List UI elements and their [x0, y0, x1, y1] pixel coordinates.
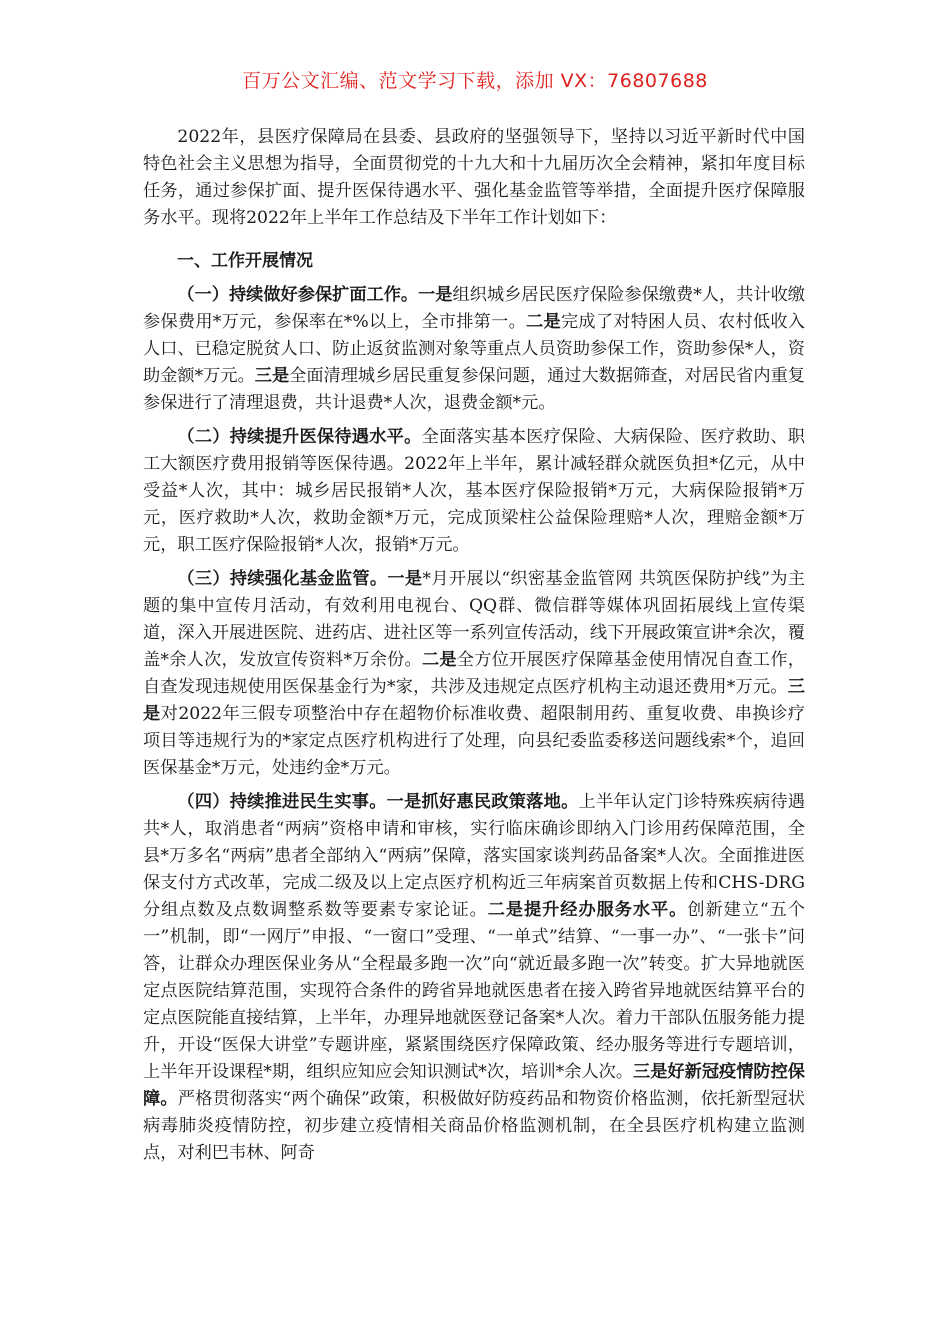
keyword: 二是	[526, 312, 561, 332]
document-body	[143, 124, 805, 1167]
intro-paragraph: 2022年，县医疗保障局在县委、县政府的坚强领导下，坚持以习近平新时代中国特色社会主义思想为指导，全面贯彻党的十九大和十九届历次全会精神，紧扣年度目标任务，通过参保扩面、提升医保待遇水平、强化基金监管等举措，全面提升医疗保障服务水平。现将2022年上半年工作总结及下半年工作计划如下：	[143, 127, 805, 228]
text: 对2022年三假专项整治中存在超物价标准收费、超限制用药、重复收费、串换诊疗项目等违规行为的*家定点医疗机构进行了处理，向县纪委监委移送问题线索*个，追回医保基金*万元，处违约金*万元。	[143, 704, 805, 778]
keyword: 三是	[254, 366, 290, 386]
text: 全面落实基本医疗保险、大病保险、医疗救助、职工大额医疗费用报销等医保待遇。2022年上半年，累计减轻群众就医负担*亿元，从中受益*人次，其中：城乡居民报销*人次，基本医疗保险报销*万元，大病保险报销*万元，医疗救助*人次，救助金额*万元，完成顶梁柱公益保险理赔*人次，理赔金额*万元，职工医疗保险报销*人次，报销*万元。	[143, 427, 805, 555]
keyword: 二是	[421, 650, 457, 670]
text: 上半年认定门诊特殊疾病待遇共*人，取消患者“两病”资格申请和审核，实行临床确诊即纳入门诊用药保障范围，全县*万多名“两病”患者全部纳入“两病”保障，落实国家谈判药品备案*人次。全面推进医保支付方式改革，完成二级及以上定点医疗机构近三年病案首页数据上传和CHS-DRG分组点数及点数调整系数等要素专家论证。	[143, 792, 805, 920]
paragraph-fund-supervision	[143, 566, 805, 782]
text: 完成了对特困人员、农村低收入人口、已稳定脱贫人口、防止返贫监测对象等重点人员资助参保工作，资助参保*人，资助金额*万元。	[143, 312, 805, 386]
subheading: （四）持续推进民生实事。	[177, 792, 387, 812]
keyword: 一是	[418, 285, 453, 305]
text: 全方位开展医疗保障基金使用情况自查工作，自查发现违规使用医保基金行为*家，共涉及违规定点医疗机构主动退还费用*万元。	[143, 650, 805, 697]
subheading: （二）持续提升医保待遇水平。	[177, 427, 422, 447]
text: 严格贯彻落实“两个确保”政策，积极做好防疫药品和物资价格监测，依托新型冠状病毒肺炎疫情防控，初步建立疫情相关商品价格监测机制，在全县医疗机构建立监测点，对利巴韦林、阿奇	[143, 1089, 805, 1163]
paragraph-livelihood	[143, 789, 805, 1167]
text: 组织城乡居民医疗保险参保缴费*人，共计收缴参保费用*万元，参保率在*%以上，全市排第一。	[143, 285, 805, 332]
text: 创新建立“五个一”机制，即“一网厅”申报、“一窗口”受理、“一单式”结算、“一事一办”、“一张卡”问答，让群众办理医保业务从“全程最多跑一次”向“就近最多跑一次”转变。扩大异地就医定点医院结算范围，实现符合条件的跨省异地就医患者在接入跨省异地就医结算平台的定点医院能直接结算，上半年，办理异地就医登记备案*人次。着力干部队伍服务能力提升，开设“医保大讲堂”专题讲座，紧紧围绕医疗保障政策、经办服务等进行专题培训，上半年开设课程*期，组织应知应会知识测试*次，培训*余人次。	[143, 900, 805, 1082]
paragraph-benefits	[143, 424, 805, 559]
keyword: 二是提升经办服务水平。	[487, 900, 688, 920]
text: 全面清理城乡居民重复参保问题，通过大数据筛查，对居民省内重复参保进行了清理退费，共计退费*人次，退费金额*元。	[143, 366, 805, 413]
keyword: 一是抓好惠民政策落地。	[386, 792, 579, 812]
keyword: 一是	[387, 569, 423, 589]
keyword: 三是好新冠疫情防控保障。	[143, 1062, 805, 1109]
subheading: （三）持续强化基金监管。	[177, 569, 388, 589]
text: *月开展以“织密基金监管网 共筑医保防护线”为主题的集中宣传月活动，有效利用电视台、QQ群、微信群等媒体巩固拓展线上宣传渠道，深入开展进医院、进药店、进社区等一系列宣传活动，线下开展政策宣讲*余次，覆盖*余人次，发放宣传资料*万余份。	[143, 569, 805, 670]
banner-watermark: 百万公文汇编、范文学习下载，添加 VX：76807688	[242, 70, 708, 92]
paragraph-enrollment	[143, 282, 805, 417]
section-heading: 一、工作开展情况	[177, 251, 313, 271]
subheading: （一）持续做好参保扩面工作。	[177, 285, 419, 305]
keyword: 三是	[143, 677, 805, 724]
